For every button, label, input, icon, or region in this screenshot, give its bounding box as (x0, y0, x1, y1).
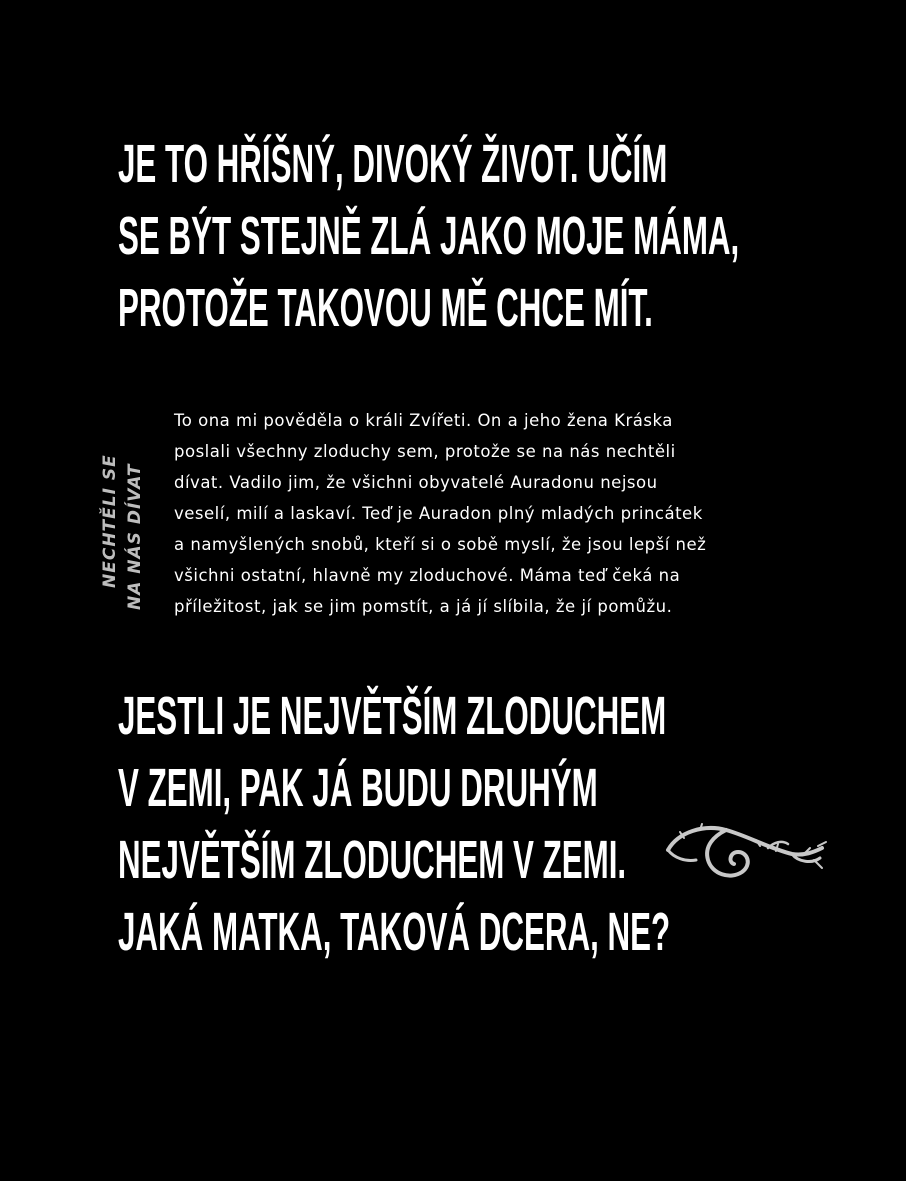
headline-top-line: JE TO HŘÍŠNÝ, DIVOKÝ ŽIVOT. UČÍM (118, 134, 668, 194)
body-line: dívat. Vadilo jim, že všichni obyvatelé Auradonu nejsou (174, 473, 658, 492)
headline-bottom-line: V ZEMI, PAK JÁ BUDU DRUHÝM (118, 758, 598, 818)
headline-bottom-line: JESTLI JE NEJVĚTŠÍM ZLODUCHEM (118, 686, 667, 746)
body-line: To ona mi pověděla o králi Zvířeti. On a jeho žena Kráska (174, 411, 673, 430)
side-label-line: NA NÁS DÍVAT (125, 463, 145, 610)
headline-top-line: SE BÝT STEJNĚ ZLÁ JAKO MOJE MÁMA, (118, 206, 740, 266)
body-line: veselí, milí a laskaví. Teď je Auradon plný mladých princátek (174, 504, 703, 523)
body-line: příležitost, jak se jim pomstít, a já jí slíbila, že jí pomůžu. (174, 597, 673, 616)
headline-top-line: PROTOŽE TAKOVOU MĚ CHCE MÍT. (118, 278, 653, 338)
side-label-line: NECHTĚLI SE (100, 454, 120, 588)
headline-top (118, 128, 906, 344)
body-line: všichni ostatní, hlavně my zloduchové. Máma teď čeká na (174, 566, 681, 585)
headline-bottom-line: JAKÁ MATKA, TAKOVÁ DCERA, NE? (118, 902, 671, 962)
body-line: a namyšlených snobů, kteří si o sobě myslí, že jsou lepší než (174, 535, 707, 554)
body-line: poslali všechny zloduchy sem, protože se na nás nechtěli (174, 442, 676, 461)
side-label (98, 420, 178, 610)
body-paragraph (174, 405, 794, 622)
swirl-ornament-icon (664, 818, 828, 890)
headline-bottom-line: NEJVĚTŠÍM ZLODUCHEM V ZEMI. (118, 830, 627, 890)
